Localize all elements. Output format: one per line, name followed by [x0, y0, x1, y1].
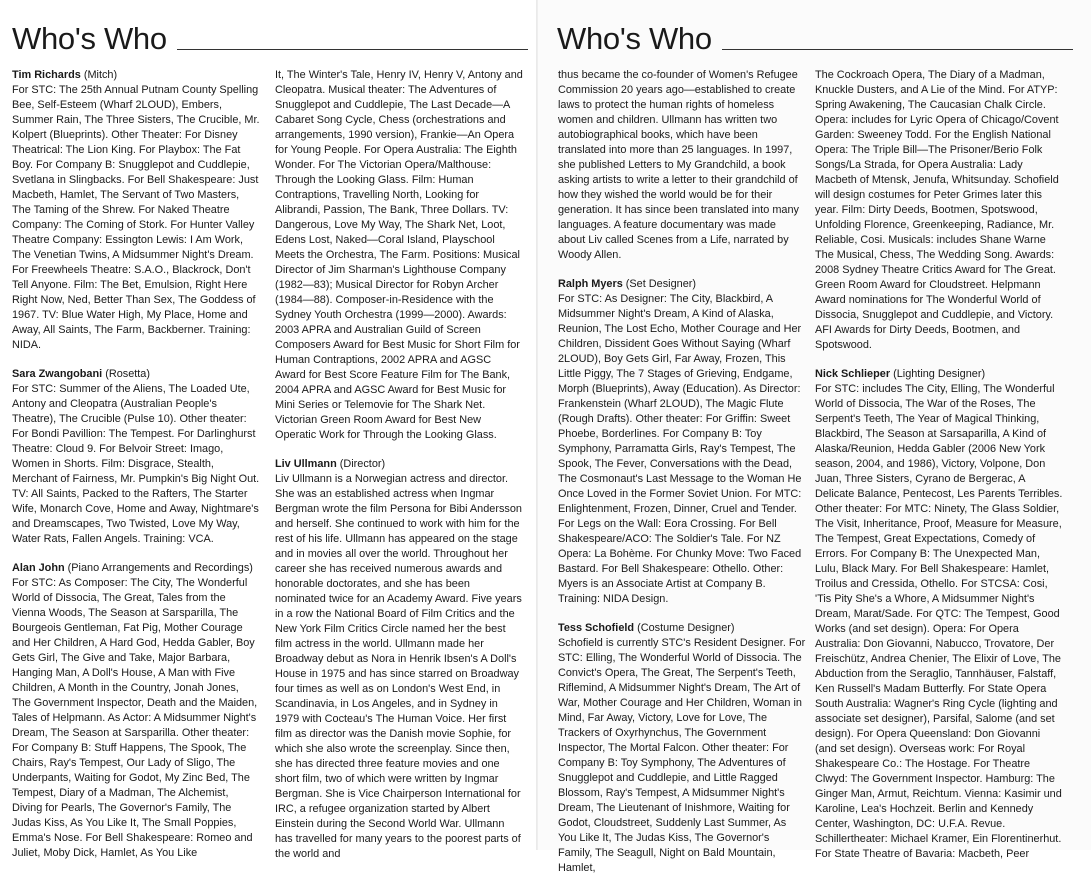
bio-role: (Costume Designer) [634, 622, 735, 634]
bio-role: (Piano Arrangements and Recordings) [64, 562, 253, 574]
bio-text: Schofield is currently STC's Resident Designer. For STC: Elling, The Wonderful World of Dissocia. The Convict's Opera, The Great, The Serpent's Teeth, Riflemind, A Midsummer Night's Dream, The Art of War, Mother Courage and Her Children, Woman in Mind, Far Away, Victory, Love for Love, The Trackers of Oxyrhynchus, The Government Inspector, The Mortal Falcon. Other theater: For Company B: Toy Symphony, The Adventures of Snugglepot and Cuddlepie, and Little Ragged Blossom, Ray's Tempest, A Midsummer Night's Dream, The Lieutenant of Inishmore, Waiting for Godot, Cloudstreet, Suddenly Last Summer, As You Like It, The Judas Kiss, The Governor's Family, The Seagull, Night on Bald Mountain, Hamlet, [558, 637, 806, 874]
bio-entry [12, 68, 260, 353]
bio-name: Ralph Myers [558, 278, 623, 290]
title-rule [722, 49, 1073, 50]
bio-name: Sara Zwangobani [12, 368, 103, 380]
bio-entry-continued [815, 68, 1063, 353]
bio-text: For STC: The 25th Annual Putnam County Spelling Bee, Self-Esteem (Wharf 2LOUD), Embers, Summer Rain, The Three Sisters, The Crucible, Mr. Kolpert (Blueprints). Other Theater: For Disney Theatrical: The Lion King. For Playbox: The Fat Boy. For Company B: Snugglepot and Cuddlepie, Svetlana in Slingbacks. For Bell Shakespeare: Just Macbeth, Hamlet, The Servant of Two Masters, The Taming of the Shrew. For Naked Theatre Company: The Coming of Stork. For Hunter Valley Theatre Company: Essington Lewis: I Am Work, The Venetian Twins, A Midsummer Night's Dream. For Freewheels Theatre: S.A.O., Blackrock, Don't Tell Anyone. Film: The Bet, Emulsion, Right Here Right Now, Ned, Better Than Sex, The Goddess of 1967. TV: Blue Water High, My Place, Home and Away, All Saints, The Farm, Backberner. Training: NIDA. [12, 84, 260, 351]
bio-text: For STC: Summer of the Aliens, The Loaded Ute, Antony and Cleopatra (Australian People's Theatre), The Crucible (Pulse 10). Other theater: For Bondi Pavillion: The Tempest. For Darlinghurst Theatre: Cloud 9. For Belvoir Street: Imago, Women in Shorts. Film: Disgrace, Stealth, Merchant of Fairness, Mr. Pumpkin's Big Night Out. TV: All Saints, Packed to the Rafters, The Starter Wife, Monarch Cove, Home and Away, Nightmare's and Dreamscapes, Two Twisted, Love My Way, Water Rats, Fallen Angels. Training: VCA. [12, 383, 260, 545]
column-1 [12, 68, 260, 875]
bio-text: For STC: As Designer: The City, Blackbird, A Midsummer Night's Dream, A Kind of Alaska, Reunion, The Lost Echo, Mother Courage and Her Children, Dissident Goes Without Saying (Wharf 2LOUD), Boy Gets Girl, Far Away, Frozen, This Little Piggy, The 7 Stages of Grieving, Endgame, Morph (Blueprints), Away (Education). As Director: Frankenstein (Wharf 2LOUD), The Magic Flute (Rough Drafts). Other theater: For Griffin: Sweet Phoebe, Borderlines. For Company B: Toy Symphony, Parramatta Girls, Ray's Tempest, The Spook, The Fever, Conversations with the Dead, The Cosmonaut's Last Message to the Woman He Once Loved in the Former Soviet Union. For MTC: Enlightenment, Frozen, Dinner, Cruel and Tender. For Legs on the Wall: Eora Crossing. For Bell Shakespeare/ACO: The Soldier's Tale. For NZ Opera: La Bohème. For Chunky Move: Two Faced Bastard. For Bell Shakespeare: Othello. Other: Myers is an Associate Artist at Company B. Training: NIDA Design. [558, 293, 802, 605]
bio-text: The Cockroach Opera, The Diary of a Madman, Knuckle Dusters, and A Lie of the Mind. For ATYP: Spring Awakening, The Caucasian Chalk Circle. Opera: includes for Lyric Opera of Chicago/Covent Garden: Sweeney Todd. For the English National Opera: The Triple Bill—The Prisoner/Berio Folk Songs/La Strada, for Opera Australia: Lady Macbeth of Mtensk, Jenufa, Whitsunday. Schofield will design costumes for Peter Grimes later this year. Film: Dirty Deeds, Bootmen, Spotswood, Unfolding Florence, Greenkeeping, Radiance, Mr. Reliable, Cosi. Musicals: includes Shane Warne The Musical, Chess, The Wedding Song. Awards: 2008 Sydney Theatre Critics Award for The Great. Green Room Award for Cloudstreet. Helpmann Award nominations for The Wonderful World of Dissocia, Snugglepot and Cuddlepie, and Victory. AFI Awards for Dirty Deeds, Bootmen, and Spotswood. [815, 69, 1059, 351]
bio-entry [558, 621, 806, 876]
bio-role: (Director) [336, 458, 386, 470]
bio-name: Liv Ullmann [275, 458, 337, 470]
column-2 [275, 68, 523, 876]
left-page [0, 0, 538, 860]
bio-entry [275, 457, 523, 862]
bio-role: (Lighting Designer) [890, 368, 986, 380]
left-page-header [12, 22, 528, 56]
page-title: Who's Who [12, 21, 167, 56]
bio-name: Tim Richards [12, 69, 81, 81]
bio-text: For STC: As Composer: The City, The Wonderful World of Dissocia, The Great, Tales from the Vienna Woods, The Season at Sarsparilla, The Bourgeois Gentleman, Fat Pig, Mother Courage and Her Children, A Hard God, Hedda Gabler, Boy Gets Girl, The Give and Take, Major Barbara, Hanging Man, A Doll's House, A Man with Five Children, A Month in the Country, Jonah Jones, The Government Inspector, Death and the Maiden, Tales of Helpmann. As Actor: A Midsummer Night's Dream, The Season at Sarsparilla. Other theater: For Company B: Stuff Happens, The Spook, The Chairs, Ray's Tempest, Our Lady of Sligo, The Underpants, Waiting for Godot, My Zinc Bed, The Tempest, Diary of a Madman, The Alchemist, Diving for Pearls, The Governor's Family, The Judas Kiss, As You Like It, The Small Poppies, Emma's Nose. For Bell Shakespeare: Romeo and Juliet, Moby Dick, Hamlet, As You Like [12, 577, 258, 859]
bio-text: thus became the co-founder of Women's Refugee Commission 20 years ago—established to create laws to protect the human rights of homeless women and children. Ullmann has written two autobiographical books, which have been translated into more than 25 languages. In 1997, she published Letters to My Grandchild, a book asking artists to write a letter to their grandchild of how they wished the world would be for their generation. It has since been translated into many languages. A feature documentary was made about Liv called Scenes from a Life, narrated by Woody Allen. [558, 69, 799, 261]
bio-role: (Rosetta) [102, 368, 150, 380]
bio-role: (Mitch) [80, 69, 118, 81]
bio-entry [558, 277, 806, 607]
bio-role: (Set Designer) [622, 278, 697, 290]
bio-entry-continued [275, 68, 523, 443]
page-title: Who's Who [557, 21, 712, 56]
bio-name: Tess Schofield [558, 622, 635, 634]
bio-name: Nick Schlieper [815, 368, 891, 380]
bio-text: For STC: includes The City, Elling, The Wonderful World of Dissocia, The War of the Roses, The Serpent's Teeth, The Year of Magical Thinking, Blackbird, The Season at Sarsaparilla, A Kind of Alaska/Reunion, Hedda Gabler (2006 New York season, 2004, and 1986), Victory, Volpone, Don Juan, Three Sisters, Cyrano de Bergerac, A Delicate Balance, Pentecost, Les Parents Terribles. Other theater: For MTC: Ninety, The Glass Soldier, The Visit, Inheritance, Proof, Measure for Measure, The Tempest, Great Expectations, Comedy of Errors. For Company B: The Unexpected Man, Lulu, Black Mary. For Bell Shakespeare: Hamlet, Troilus and Cressida, Othello. For STCSA: Cosi, 'Tis Pity She's a Whore, A Midsummer Night's Dream, Marat/Sade. For QTC: The Tempest, Good Works (and set design). Opera: For Opera Australia: Don Giovanni, Nabucco, Trovatore, Der Freischütz, Andrea Chenier, The Elixir of Love, The Abduction from the Seraglio, Tannhäuser, Falstaff, Ken Russell's Madam Butterfly. For State Opera South Australia: Wagner's Ring Cycle (lighting and associate set designer), Parsifal, Salome (and set design). For Opera Queensland: Don Giovanni (and set design). Overseas work: For Royal Shakespeare Co.: The Hostage. For Theatre Clwyd: The Government Inspector. Hamburg: The Ginger Man, Armut, Reichtum. Vienna: Kasimir und Karoline, Lea's Hochzeit. Berlin and Kennedy Center, Washington, DC: U.F.A. Revue. Schillertheater: Michael Kramer, Ein Florentinerhut. For State Theatre of Bavaria: Macbeth, Peer [815, 383, 1063, 860]
title-rule [177, 49, 528, 50]
bio-text: Liv Ullmann is a Norwegian actress and director. She was an established actress when Ingmar Bergman wrote the film Persona for Bibi Andersson and herself. She continued to work with him for the rest of his life. Ullmann has appeared on the stage and in movies all over the world. Throughout her career she has received numerous awards and honorable doctorates, and she has been nominated twice for an Academy Award. Five years in a row the National Board of Film Critics and the New York Film Critics Circle named her the best film actress in the world. Ullmann made her Broadway debut as Nora in Henrik Ibsen's A Doll's House in 1975 and has since starred on Broadway four times as well as on London's West End, in Scandinavia, in Los Angeles, and in Sydney in 1979 with Cocteau's The Human Voice. Her first film as director was the Danish movie Sophie, for which she also wrote the screenplay. Since then, she has directed three feature movies and one short film, two of which were written by Ingmar Bergman. She is Vice Chairperson International for IRC, a refugee organization started by Albert Einstein during the Second World War. Ullmann has travelled for many years to the poorest parts of the world and [275, 473, 522, 860]
bio-entry-continued [558, 68, 806, 263]
right-page-header [557, 22, 1073, 56]
column-3 [558, 68, 806, 890]
bio-entry [12, 367, 260, 547]
bio-name: Alan John [12, 562, 65, 574]
bio-entry [12, 561, 260, 861]
column-4 [815, 68, 1063, 876]
right-page [538, 0, 1091, 874]
bio-text: It, The Winter's Tale, Henry IV, Henry V, Antony and Cleopatra. Musical theater: The Adventures of Snugglepot and Cuddlepie, The Last Decade—A Cabaret Song Cycle, Chess (orchestrations and arrangements, 1990 version), Frankie—An Opera for Young People. For Opera Australia: The Eighth Wonder. For The Victorian Opera/Malthouse: Through the Looking Glass. Film: Human Contraptions, Travelling North, Looking for Alibrandi, Passion, The Bank, Three Dollars. TV: Dangerous, Love My Way, The Shark Net, Loot, Edens Lost, Naked—Coral Island, Playschool Meets the Orchestra, The Farm. Positions: Musical Director of Jim Sharman's Lighthouse Company (1982—83); Musical Director for Robyn Archer (1984—88). Composer-in-Residence with the Sydney Youth Orchestra (1999—2000). Awards: 2003 APRA and Australian Guild of Screen Composers Award for Best Music for Short Film for Human Contraptions, 2002 APRA and AGSC Award for Best Score Feature Film for The Bank, 2004 APRA and AGSC Award for Best Music for Mini Series or Telemovie for The Shark Net. Victorian Green Room Award for Best New Operatic Work for Through the Looking Glass. [275, 69, 523, 441]
bio-entry [815, 367, 1063, 862]
